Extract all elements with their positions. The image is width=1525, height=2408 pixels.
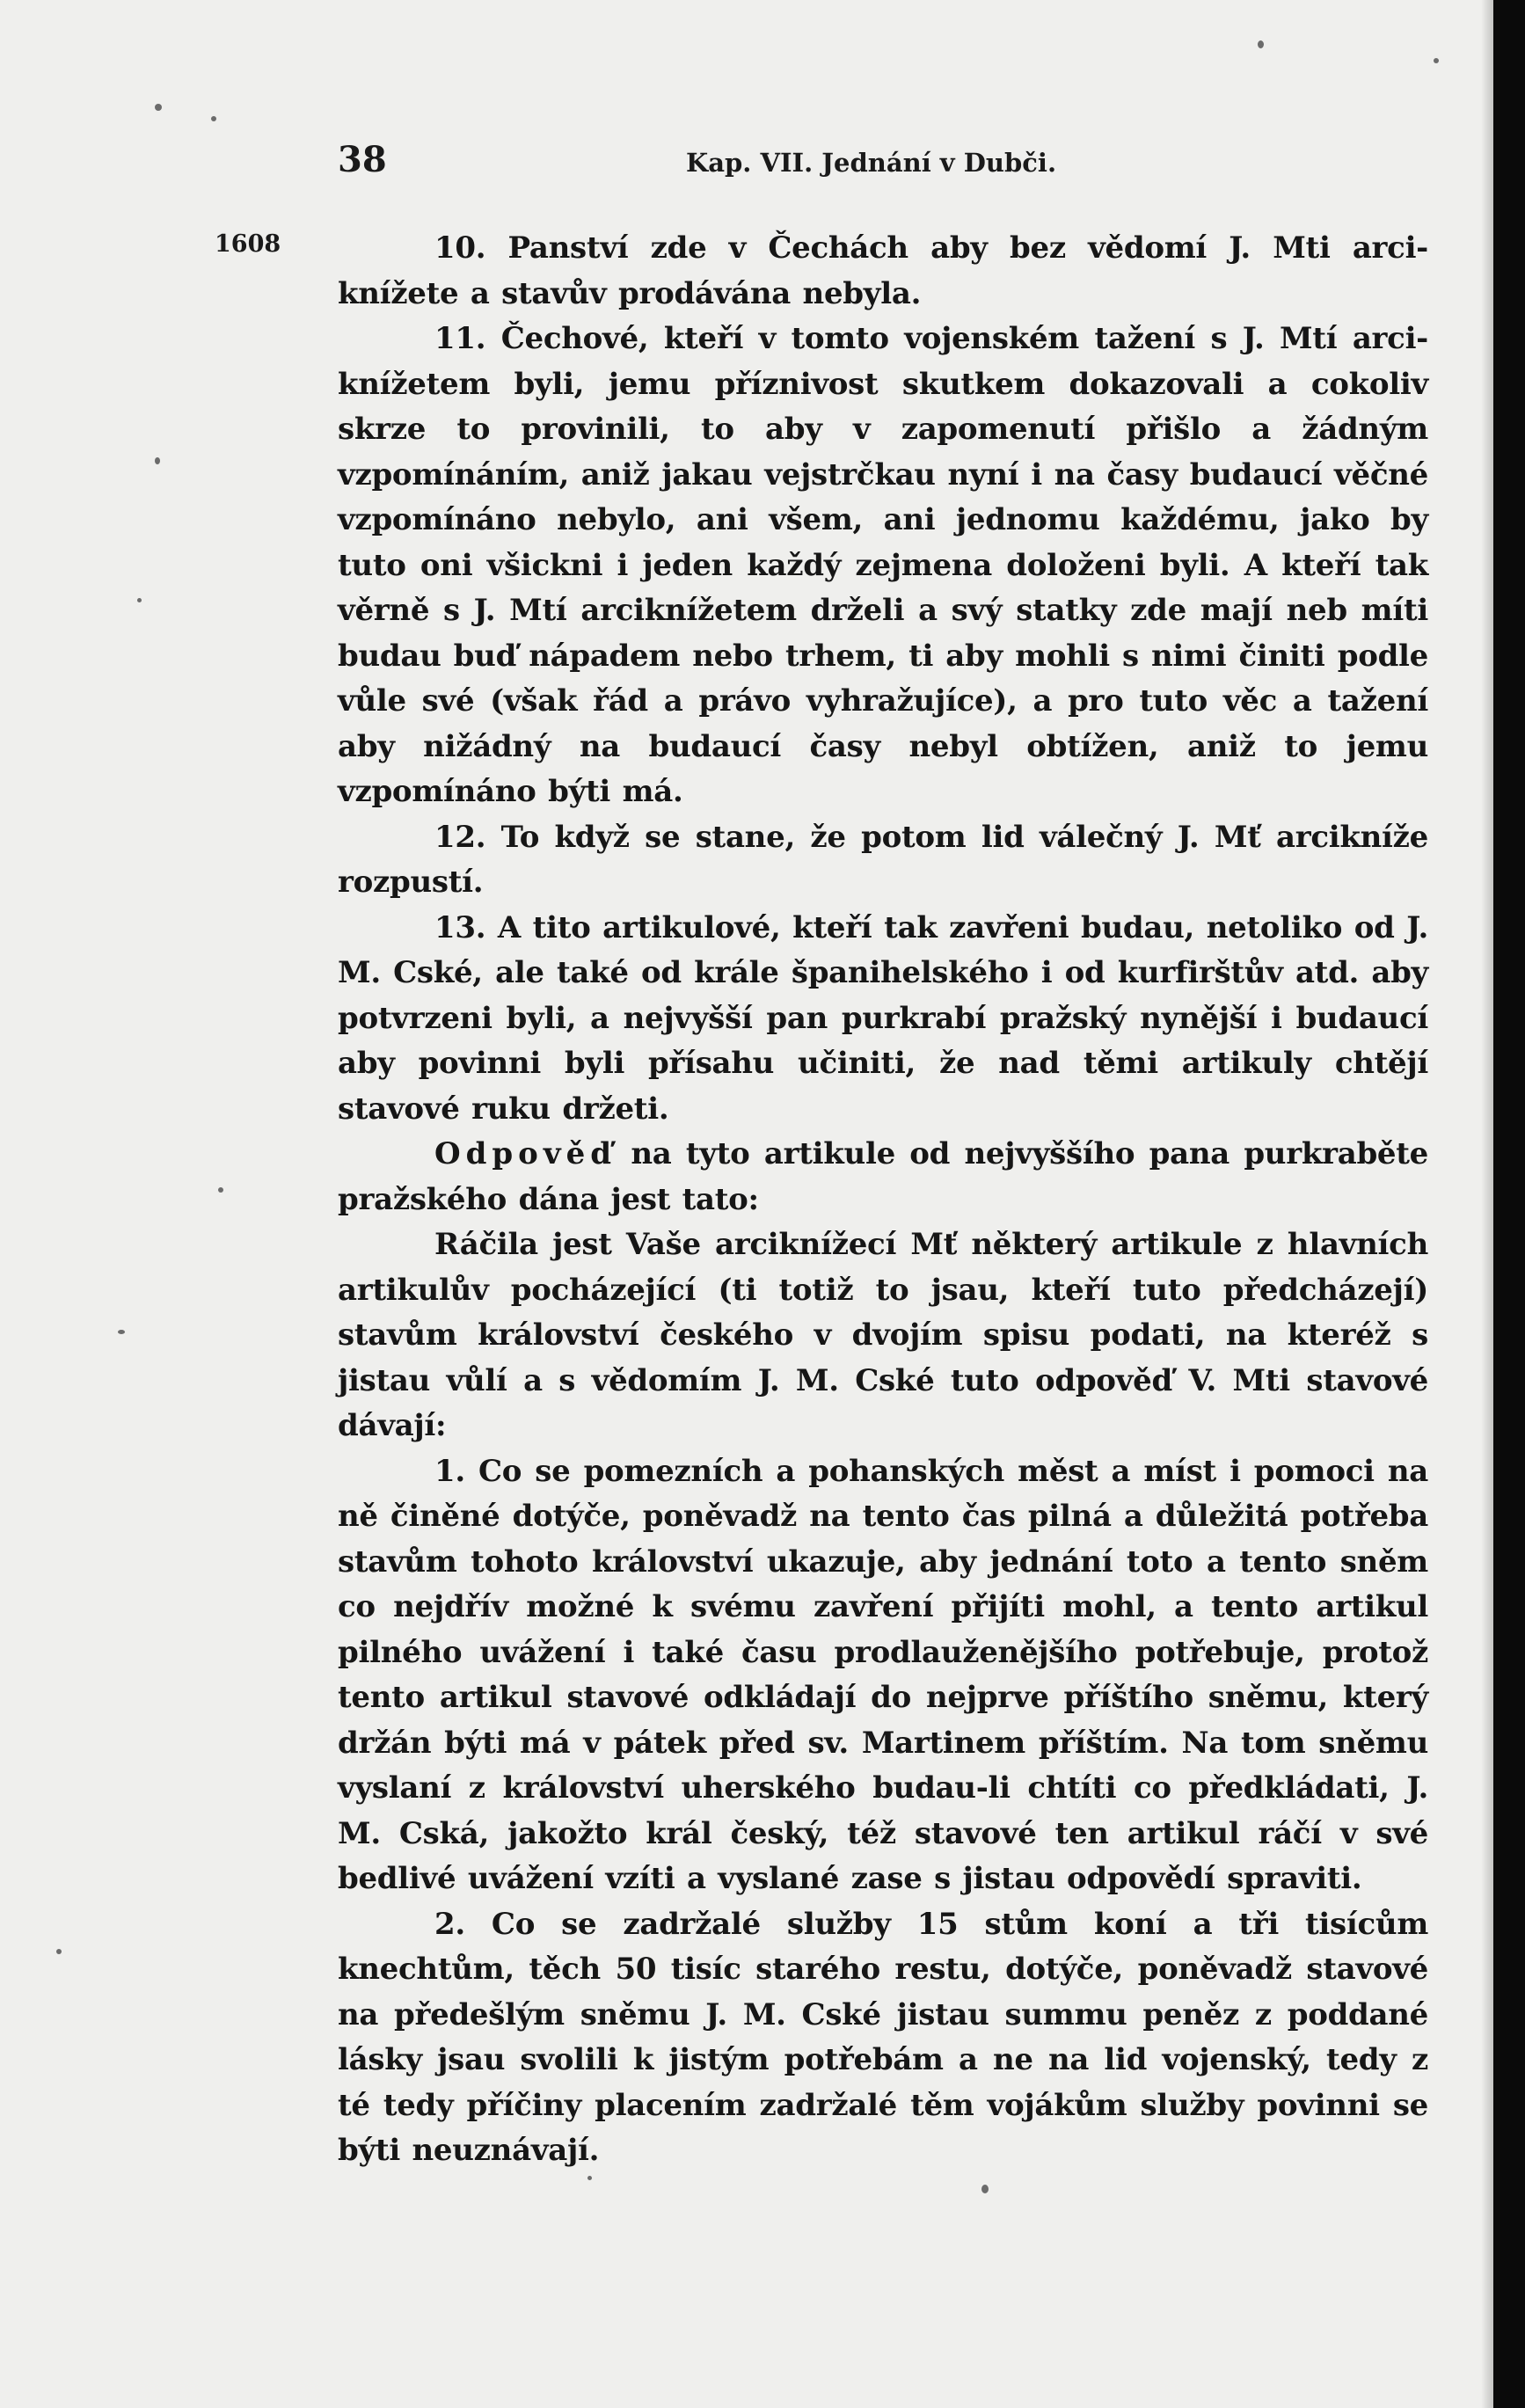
- paragraph: 12. To když se stane, že potom lid válečný J. Mť arcikníže rozpustí.: [338, 819, 1428, 900]
- print-speck: [155, 104, 162, 111]
- margin-year: 1608: [215, 230, 281, 258]
- print-speck: [1434, 58, 1439, 63]
- reply-lead: Odpověď: [434, 1136, 617, 1171]
- paragraph: 1. Co se pomezních a pohanských měst a míst i pomoci na ně činěné dotýče, poněvadž na tento čas pilná a důležitá potřeba stavům tohoto království ukazuje, aby jednání toto a tento sněm co nejdřív možné k svému zavření přijíti mohl, a tento artikul pilného uvážení i také času prodlauženějšího potřebuje, protož tento artikul stavové odkládají do nejprve příštího sněmu, který držán býti má v pátek před sv. Martinem příštím. Na tom sněmu vyslaní z království uherského budau-li chtíti co předkládati, J. M. Cská, jakožto král český, též stavové ten artikul ráčí v své bedlivé uvážení vzíti a vyslané zase s jistau odpovědí spraviti.: [338, 1453, 1428, 1896]
- reply-text: na tyto artikule od nejvyššího pana purkraběte pražského dána jest tato:: [338, 1136, 1428, 1217]
- paragraph: Ráčila jest Vaše arciknížecí Mť některý artikule z hlavních artikulův pocházející (ti totiž to jsau, kteří tuto předcházejí) stavům království českého v dvojím spisu podati, na kteréž s jistau vůlí a s vědomím J. M. Cské tuto odpověď V. Mti stavové dávají:: [338, 1227, 1428, 1443]
- print-speck: [118, 1330, 125, 1334]
- paragraph: 2. Co se zadržalé služby 15 stům koní a tři tisícům knechtům, těch 50 tisíc starého restu, dotýče, poněvadž stavové na předešlým sněmu J. M. Cské jistau summu peněz z poddané lásky jsau svolili k jistým potřebám a ne na lid vojenský, tedy z té tedy příčiny placením zadržalé těm vojákům služby povinni se býti neuznávají.: [338, 1906, 1428, 2168]
- body-text: [338, 226, 1428, 2174]
- print-speck: [1258, 40, 1264, 48]
- print-speck: [137, 598, 142, 602]
- page-header: [338, 139, 1428, 188]
- print-speck: [155, 457, 160, 464]
- page-edge-shadow: [1481, 0, 1493, 2408]
- print-speck: [56, 1949, 62, 1954]
- running-head: Kap. VII. Jednání v Dubči.: [686, 148, 1057, 178]
- paragraph: 10. Panství zde v Čechách aby bez vědomí J. Mti arci-knížete a stavův prodávána nebyla.: [338, 230, 1428, 311]
- page-number: 38: [338, 139, 387, 180]
- print-speck: [211, 116, 216, 121]
- paragraph: 11. Čechové, kteří v tomto vojenském tažení s J. Mtí arci-knížetem byli, jemu příznivost skutkem dokazovali a cokoliv skrze to provinili, to aby v zapomenutí přišlo a žádným vzpomínáním, aniž jakau vejstrčkau nyní i na časy budaucí věčné vzpomínáno nebylo, ani všem, ani jednomu každému, jako by tuto oni všickni i jeden každý zejmena doloženi byli. A kteří tak věrně s J. Mtí arciknížetem drželi a svý statky zde mají neb míti budau buď nápadem nebo trhem, ti aby mohli s nimi činiti podle vůle své (však řád a právo vyhražujíce), a pro tuto věc a tažení aby nižádný na budaucí časy nebyl obtížen, aniž to jemu vzpomínáno býti má.: [338, 321, 1428, 809]
- reply-paragraph: [338, 1132, 1428, 1222]
- print-speck: [587, 2176, 592, 2180]
- paragraph: 13. A tito artikulové, kteří tak zavřeni budau, netoliko od J. M. Cské, ale také od krále španihelského i od kurfirštův atd. aby potvrzeni byli, a nejvyšší pan purkrabí pražský nynější i budaucí aby povinni byli přísahu učiniti, že nad těmi artikuly chtějí stavové ruku držeti.: [338, 909, 1428, 1127]
- print-speck: [218, 1187, 223, 1193]
- print-speck: [981, 2185, 989, 2193]
